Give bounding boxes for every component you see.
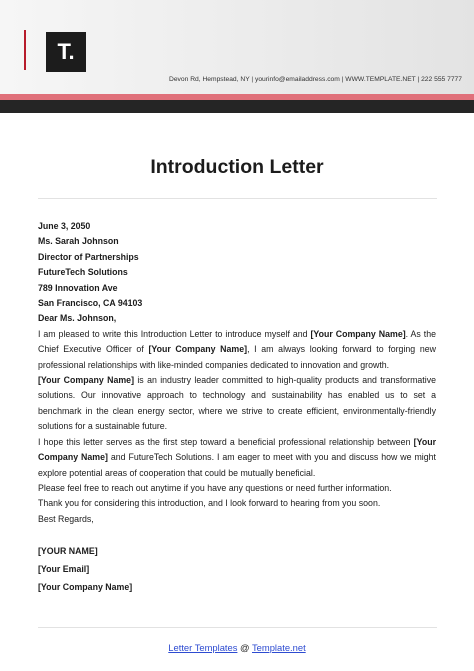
footer	[0, 642, 474, 653]
dark-stripe	[0, 100, 474, 113]
paragraph-2	[38, 373, 436, 435]
signature-company: [Your Company Name]	[38, 582, 133, 593]
paragraph-1	[38, 327, 436, 373]
company-placeholder: [Your Company Name]	[310, 328, 406, 339]
accent-line	[24, 30, 26, 70]
letter-templates-link[interactable]: Letter Templates	[168, 642, 238, 653]
p3-text-a: I hope this letter serves as the first step toward a beneficial professional relationship between	[38, 436, 414, 447]
footer-divider	[38, 627, 437, 628]
company-placeholder: [Your Company Name]	[148, 344, 248, 355]
p1-text-c: . As the Chief Executive Officer of	[38, 328, 436, 355]
p1-text-e: , I am always looking forward to forging new professional relationships with like-minded companies dedicated to innovation and growth.	[38, 344, 436, 370]
contact-info: Devon Rd, Hempstead, NY | yourinfo@emailaddress.com | WWW.TEMPLATE.NET | 222 555 7777	[169, 76, 462, 83]
template-net-link[interactable]: Template.net	[252, 642, 306, 653]
p2-text-b: is an industry leader committed to high-quality products and transformative solutions. Our innovative approach to technology and sustainability has enabled us to set a benchmark in the clean energy sector, where we strive to create efficient, environmentally-friendly solutions for a sustainable future.	[38, 375, 436, 432]
letter-date: June 3, 2050	[38, 221, 91, 231]
letter-body	[38, 219, 436, 596]
address-line-2: San Francisco, CA 94103	[38, 298, 143, 309]
recipient-name: Ms. Sarah Johnson	[38, 236, 119, 247]
company-placeholder: [Your Company Name]	[38, 436, 436, 463]
salutation: Dear Ms. Johnson,	[38, 313, 117, 324]
footer-separator: @	[237, 642, 252, 653]
paragraph-4: Please feel free to reach out anytime if you have any questions or need further information.	[38, 482, 392, 493]
signature-name: [YOUR NAME]	[38, 546, 98, 557]
signature-email: [Your Email]	[38, 564, 90, 575]
page-title: Introduction Letter	[150, 156, 324, 178]
recipient-title: Director of Partnerships	[38, 251, 139, 262]
paragraph-5: Thank you for considering this introduction, and I look forward to hearing from you soon.	[38, 498, 381, 509]
paragraph-3	[38, 435, 436, 481]
p1-text-a: I am pleased to write this Introduction Letter to introduce myself and	[38, 328, 311, 339]
p3-text-c: and FutureTech Solutions. I am eager to meet with you and discuss how we might explore potential areas of cooperation that could be mutually beneficial.	[38, 452, 436, 478]
logo: T.	[46, 32, 86, 72]
recipient-company: FutureTech Solutions	[38, 267, 128, 278]
letterhead	[0, 0, 474, 94]
address-line-1: 789 Innovation Ave	[38, 282, 118, 293]
divider	[38, 198, 437, 199]
company-placeholder: [Your Company Name]	[38, 375, 134, 386]
closing: Best Regards,	[38, 513, 94, 524]
